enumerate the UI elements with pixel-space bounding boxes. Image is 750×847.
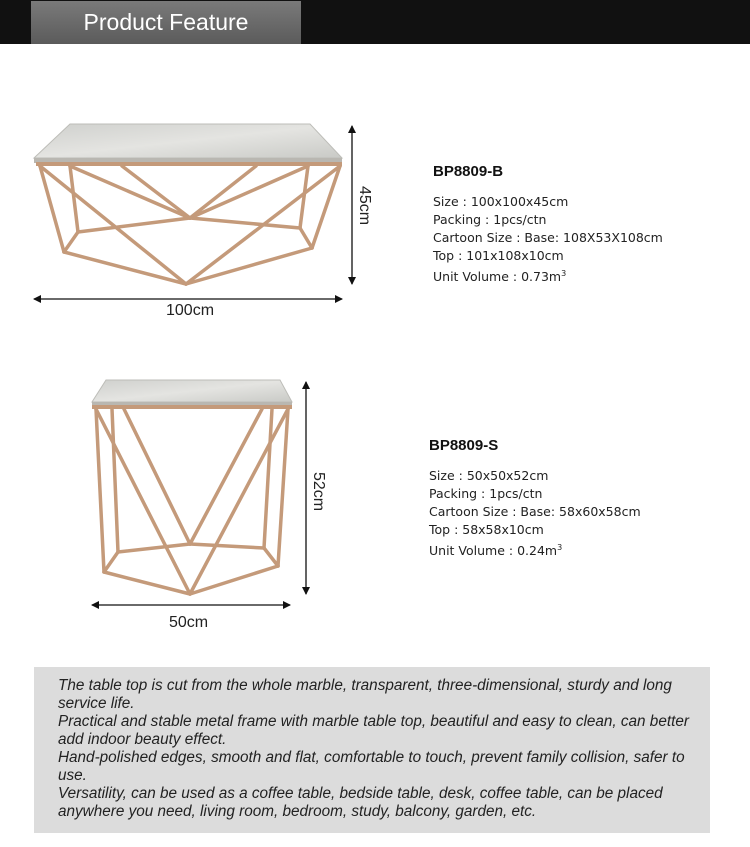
spec-volume-sup: 3 [557,543,563,552]
description-paragraph: Versatility, can be used as a coffee table, bedside table, desk, coffee table, can be placed anywhere you need, living room, bedroom, study, balcony, garden, etc. [58,785,663,820]
spec-top: Top : 58x58x10cm [429,522,544,537]
height-label-large: 45cm [356,186,373,226]
width-label-large: 100cm [166,302,215,319]
model-name: BP8809-S [429,437,499,454]
spec-top: Top : 101x108x10cm [433,248,564,263]
spec-carton: Cartoon Size : Base: 58x60x58cm [429,504,641,519]
description-text [58,677,698,821]
description-paragraph: Hand-polished edges, smooth and flat, comfortable to touch, prevent family collision, safer to use. [58,749,685,784]
spec-volume [433,265,663,286]
description-paragraph: The table top is cut from the whole marble, transparent, three-dimensional, sturdy and long service life. [58,677,672,712]
spec-size: Size : 100x100x45cm [433,194,569,209]
width-label-small: 50cm [169,614,209,631]
spec-block-large [433,163,663,286]
spec-volume-text: Unit Volume : 0.24m [429,543,558,559]
description-box [34,667,710,833]
spec-carton: Cartoon Size : Base: 108X53X108cm [433,230,663,245]
spec-size: Size : 50x50x52cm [429,468,549,483]
spec-volume [429,539,641,560]
page-title: Product Feature [83,9,249,35]
height-label-small: 52cm [310,472,327,512]
coffee-table-large-image [34,124,352,299]
side-table-small-image [92,380,306,605]
spec-volume-sup: 3 [561,269,567,278]
description-paragraph: Practical and stable metal frame with marble table top, beautiful and easy to clean, can better add indoor beauty effect. [58,713,689,748]
spec-volume-text: Unit Volume : 0.73m [433,269,562,285]
spec-packing: Packing : 1pcs/ctn [433,212,547,227]
spec-block-small [429,437,641,560]
spec-packing: Packing : 1pcs/ctn [429,486,543,501]
model-name: BP8809-B [433,163,504,180]
